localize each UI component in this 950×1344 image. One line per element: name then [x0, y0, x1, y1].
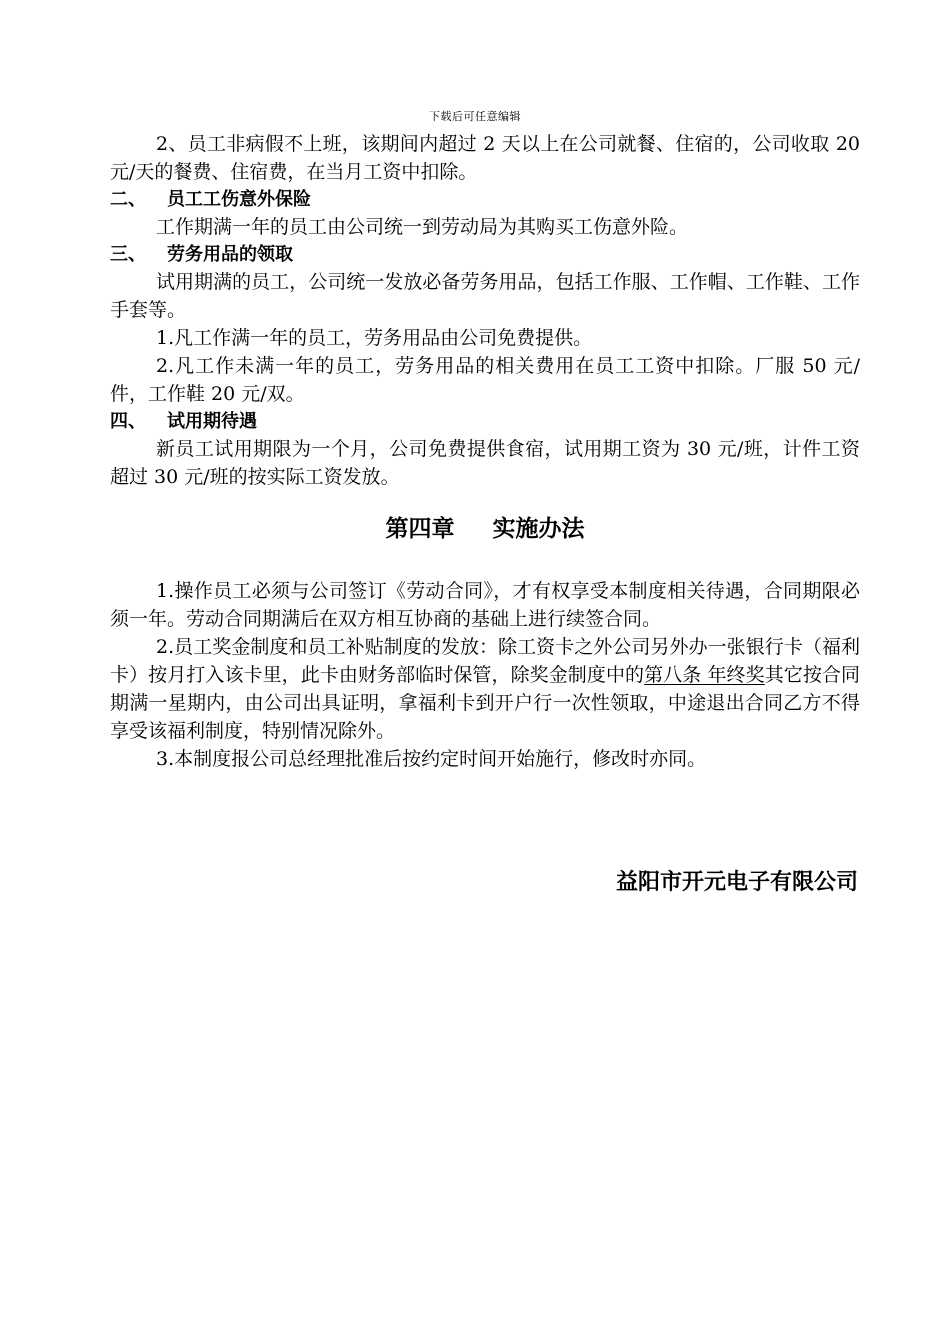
paragraph-supplies-deduction: 2.凡工作未满一年的员工，劳务用品的相关费用在员工工资中扣除。厂服 50 元/件，工作鞋 20 元/双。: [110, 355, 860, 405]
section-number: 三、: [110, 244, 146, 265]
paragraph-probation: 新员工试用期限为一个月，公司免费提供食宿，试用期工资为 30 元/班，计件工资超过 30 元/班的按实际工资发放。: [110, 438, 860, 488]
paragraph-supplies-free: 1.凡工作满一年的员工，劳务用品由公司免费提供。: [156, 327, 593, 349]
chapter-title: [110, 513, 860, 545]
paragraph-bonus-subsidy: [110, 633, 860, 745]
chapter-label: 第四章: [385, 516, 455, 542]
paragraph-labor-contract: 1.操作员工必须与公司签订《劳动合同》，才有权享受本制度相关待遇，合同期限必须一年。劳动合同期满后在双方相互协商的基础上进行续签合同。: [110, 580, 860, 630]
section-heading-probation: [110, 408, 860, 435]
paragraph-work-supplies: 试用期满的员工，公司统一发放必备劳务用品，包括工作服、工作帽、工作鞋、工作手套等。: [110, 271, 860, 321]
section-title: 试用期待遇: [167, 411, 257, 432]
company-signature: 益阳市开元电子有限公司: [615, 870, 858, 895]
section-title: 员工工伤意外保险: [167, 189, 311, 210]
chapter-name: 实施办法: [492, 516, 585, 542]
section-number: 四、: [110, 411, 146, 432]
section-number: 二、: [110, 189, 146, 210]
document-body: [110, 130, 860, 773]
paragraph-approval: 3.本制度报公司总经理批准后按约定时间开始施行，修改时亦同。: [156, 748, 707, 770]
bonus-text-after: 其它按合同期满一星期内，由公司出具证明，拿福利卡到开户行一次性领取，中途退出合同乙方不得享受该福利制度，特别情况除外。: [110, 664, 860, 742]
section-title: 劳务用品的领取: [167, 244, 293, 265]
paragraph-injury-insurance: 工作期满一年的员工由公司统一到劳动局为其购买工伤意外险。: [156, 216, 689, 238]
section-heading-work-supplies: [110, 241, 860, 268]
bonus-text-before: 2.员工奖金制度和员工补贴制度的发放：除工资卡之外公司另外办一张银行卡（福利卡）按月打入该卡里，此卡由财务部临时保管，除奖金制度中的: [110, 636, 860, 686]
year-end-bonus-reference[interactable]: 第八条 年终奖: [644, 664, 765, 686]
section-heading-injury-insurance: [110, 186, 860, 213]
paragraph-sick-leave: 2、员工非病假不上班，该期间内超过 2 天以上在公司就餐、住宿的，公司收取 20 元/天的餐费、住宿费，在当月工资中扣除。: [110, 133, 860, 183]
page-header-note: 下载后可任意编辑: [429, 110, 521, 123]
